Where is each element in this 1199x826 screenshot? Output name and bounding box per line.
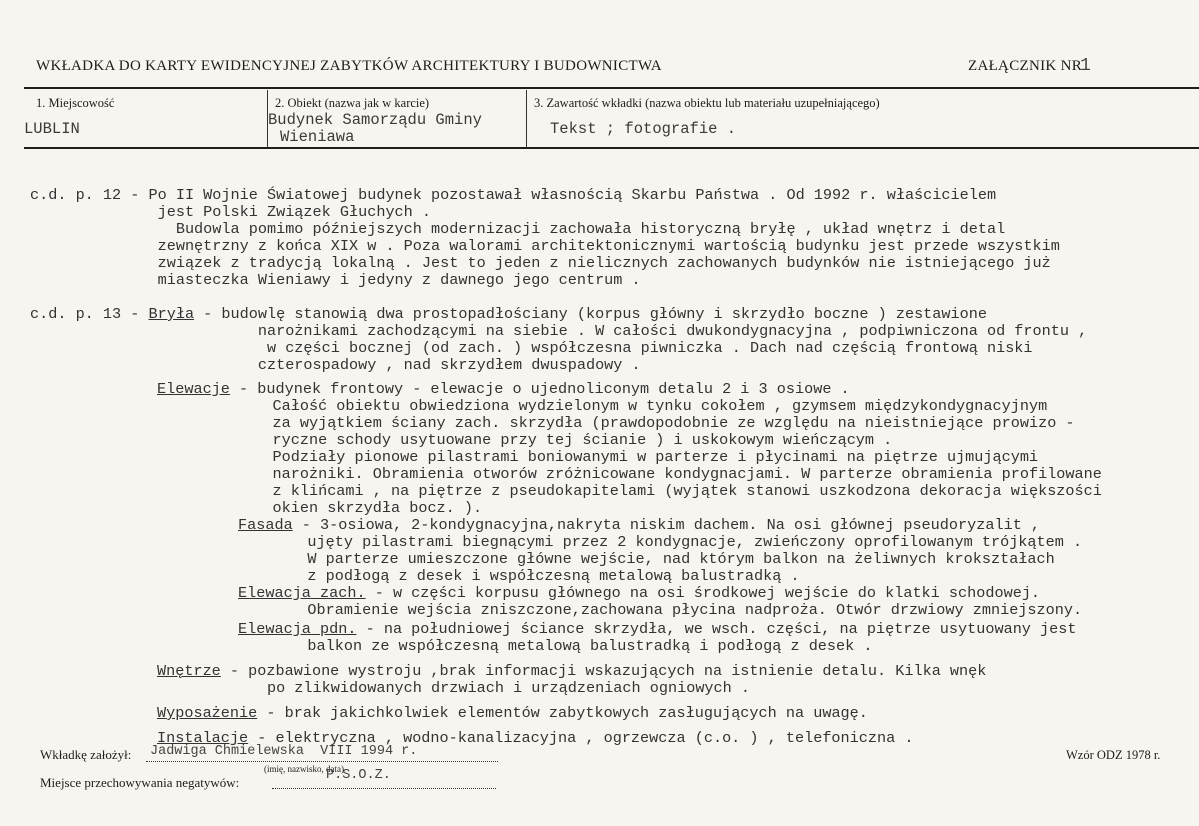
p12-line-3: Budowla pomimo późniejszych modernizacji zachowała historyczną bryłę , układ wnętrz i detal [30, 220, 1006, 238]
locality-label: 1. Miejscowość [36, 96, 115, 110]
object-value-line-1: Budynek Samorządu Gminy [268, 111, 482, 129]
instalacje-first: - elektryczna , wodno-kanalizacyjna , ogrzewcza (c.o. ) , telefoniczna . [248, 729, 914, 747]
bryla-line-4: czterospadowy , nad skrzydłem dwuspadowy . [30, 356, 641, 374]
negatives-value: P.S.O.Z. [326, 768, 391, 783]
bryla-heading: Bryła [148, 305, 195, 323]
fasada-line-3: W parterze umieszczone główne wejście, nad którym balkon na żeliwnych krokształach [34, 550, 1055, 568]
object-label: 2. Obiekt (nazwa jak w karcie) [275, 96, 430, 110]
elewacje-line-3: za wyjątkiem ściany zach. skrzydła (prawdopodobnie ze względu na nieistniejące prowizo - [72, 414, 1075, 432]
annex-number: 1 [1080, 56, 1091, 76]
elewacje-line-5: Podziały pionowe pilastrami boniowanymi w parterze i płycinami na piętrze ujmującymi [72, 448, 1039, 466]
header-top-rule [24, 87, 1199, 89]
wnetrze-heading: Wnętrze [157, 662, 221, 680]
negatives-label: Miejsce przechowywania negatywów: [40, 775, 240, 790]
elewacje-first: - budynek frontowy - elewacje o ujednoliconym detalu 2 i 3 osiowe . [229, 380, 850, 398]
author-label: Wkładkę założył: [40, 747, 132, 762]
p12-line-6: miasteczka Wieniawy i jedyny z dawnego jego centrum . [30, 271, 641, 289]
p12-line-4: zewnętrzny z końca XIX w . Poza walorami architektonicznymi wartością budynku jest przede wszystkim [30, 237, 1060, 255]
wyposazenie-heading: Wyposażenie [157, 704, 258, 722]
elewacje-line-7: z klińcami , na piętrze z pseudokapitelami (wyjątek stanowi uszkodzona dekoracja większości [72, 482, 1102, 500]
section-p12 [30, 170, 1060, 306]
object-value-line-2: Wieniawa [280, 128, 355, 146]
wnetrze-line-2: po zlikwidowanych drzwiach i urządzeniach ogniowych . [30, 679, 751, 697]
p12-line-2: jest Polski Związek Głuchych . [30, 203, 432, 221]
header-bottom-rule [24, 147, 1199, 149]
bryla-prefix: c.d. p. 13 - [30, 305, 149, 323]
negatives-dotted-line [272, 788, 496, 789]
wnetrze-first: - pozbawione wystroju ,brak informacji wskazujących na istnienie detalu. Kilka wnęk [220, 662, 987, 680]
zach-heading: Elewacja zach. [238, 584, 366, 602]
fasada-first: - 3-osiowa, 2-kondygnacyjna,nakryta niskim dachem. Na osi głównej pseudoryzalit , [292, 516, 1041, 534]
elewacje-line-4: ryczne schody usytuowane przy tej ścianie ) i uskokowym wieńczącym . [72, 431, 893, 449]
field-divider-2 [526, 90, 527, 148]
elewacje-heading: Elewacje [157, 380, 230, 398]
elewacje-line-6: narożniki. Obramienia otworów zróżnicowane kondygnacjami. W parterze obramienia profilowane [72, 465, 1102, 483]
elewacje-line-8: okien skrzydła bocz. ). [72, 499, 483, 517]
zach-line-2: Obramienie wejścia zniszczone,zachowana płycina nadproża. Otwór drzwiowy zmniejszony. [34, 601, 1083, 619]
annex-label: ZAŁĄCZNIK NR [968, 58, 1083, 74]
author-hint: (imię, nazwisko, data) [264, 764, 344, 774]
bryla-line-3: w części bocznej (od zach. ) współczesna piwniczka . Dach nad częścią frontową niski [30, 339, 1033, 357]
pdn-line-2: balkon ze współczesną metalową balustradką i podłogą z desek . [34, 637, 873, 655]
bryla-first: - budowlę stanowią dwa prostopadłościany (korpus główny i skrzydło boczne ) zestawione [194, 305, 987, 323]
author-value: Jadwiga Chmielewska VIII 1994 r. [150, 744, 418, 759]
wyposazenie-first: - brak jakichkolwiek elementów zabytkowych zasługujących na uwagę. [257, 704, 868, 722]
elewacje-line-2: Całość obiektu obwiedziona wydzielonym w tynku cokołem , gzymsem międzykondygnacyjnym [72, 397, 1048, 415]
bryla-line-1 [30, 306, 1087, 323]
pdn-heading: Elewacja pdn. [238, 620, 357, 638]
bryla-line-2: narożnikami zachodzącymi na siebie . W całości dwukondygnacyjna , podpiwniczona od frontu , [30, 322, 1088, 340]
pdn-first: - na południowej ściance skrzydła, we wsch. części, na piętrze usytuowany jest [356, 620, 1077, 638]
locality-value: LUBLIN [24, 120, 80, 138]
contents-label: 3. Zawartość wkładki (nazwa obiektu lub materiału uzupełniającego) [534, 96, 880, 110]
author-dotted-line [146, 761, 498, 762]
fasada-heading: Fasada [238, 516, 293, 534]
zach-first: - w części korpusu głównego na osi środkowej wejście do klatki schodowej. [365, 584, 1041, 602]
instalacje-heading: Instalacje [157, 729, 249, 747]
form-title: WKŁADKA DO KARTY EWIDENCYJNEJ ZABYTKÓW ARCHITEKTURY I BUDOWNICTWA [36, 58, 662, 74]
p12-line-5: związek z tradycją lokalną . Jest to jeden z nielicznych zachowanych budynków nie istniejącego już [30, 254, 1051, 272]
contents-value: Tekst ; fotografie . [550, 120, 737, 138]
p12-line-1: c.d. p. 12 - Po II Wojnie Światowej budynek pozostawał własnością Skarbu Państwa . Od 1992 r. właścicielem [30, 186, 997, 204]
fasada-line-4: z podłogą z desek i współczesną metalową balustradką . [34, 567, 800, 585]
form-model: Wzór ODZ 1978 r. [1066, 748, 1161, 762]
fasada-line-2: ujęty pilastrami biegnącymi przez 2 kondygnacje, zwieńczony oprofilowanym trójkątem . [34, 533, 1083, 551]
